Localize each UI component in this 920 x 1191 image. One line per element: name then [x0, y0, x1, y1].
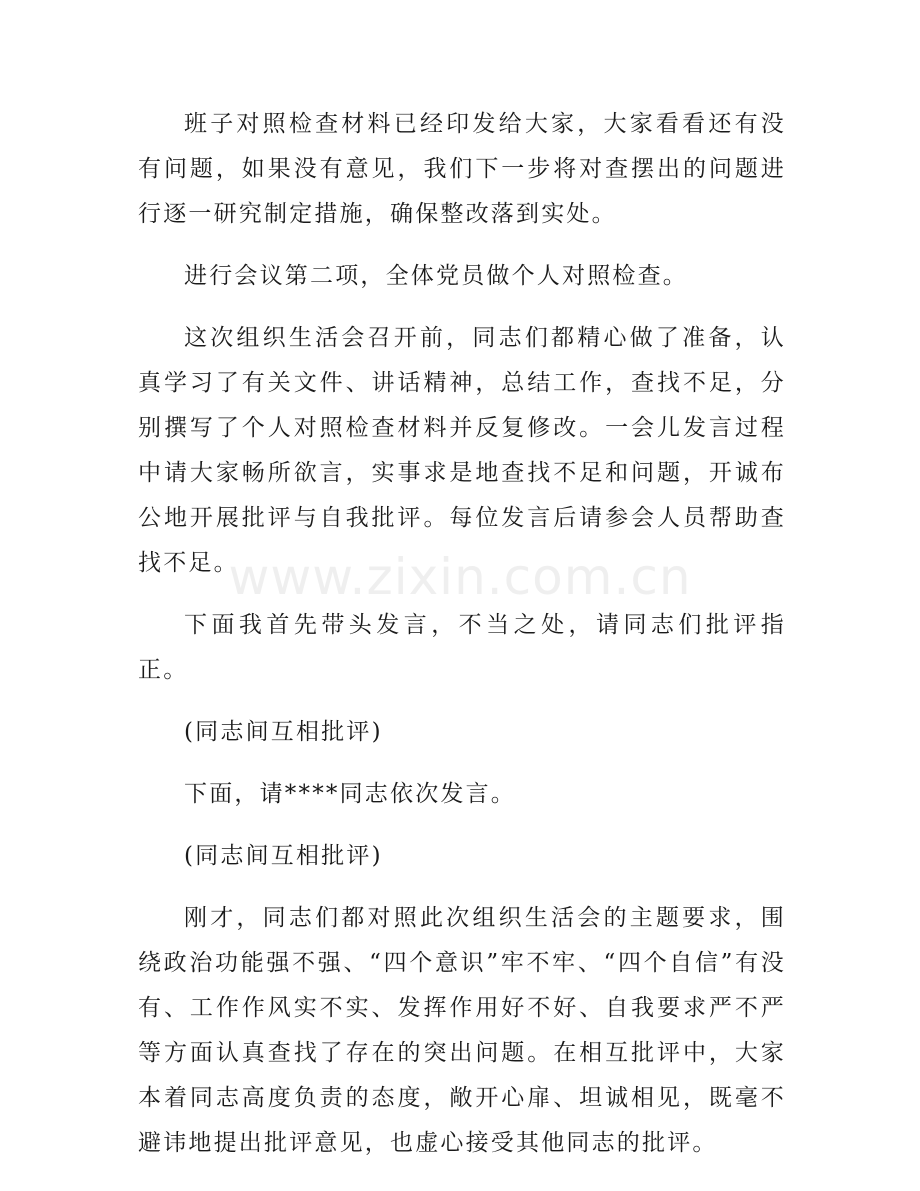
- paragraph-next-speakers: 下面，请****同志依次发言。: [184, 781, 516, 807]
- paragraph-committee-materials: 班子对照检查材料已经印发给大家，大家看看还有没有问题，如果没有意见，我们下一步将对查摆出的问题进行逐一研究制定措施，确保整改落到实处。: [138, 111, 786, 227]
- watermark: www.zixin.com.cn: [228, 548, 692, 606]
- document-body: [138, 102, 786, 1183]
- paragraph-lead-speech: 下面我首先带头发言，不当之处，请同志们批评指正。: [138, 612, 786, 683]
- paragraph-summary: 刚才，同志们都对照此次组织生活会的主题要求，围绕政治功能强不强、“四个意识”牢不牢、“四个自信”有没有、工作作风实不实、发挥作用好不好、自我要求严不严等方面认真查找了存在的突出问题。在相互批评中，大家本着同志高度负责的态度，敞开心扉、坦诚相见，既毫不避讳地提出批评意见，也虚心接受其他同志的批评。: [138, 905, 786, 1156]
- paragraph-mutual-criticism-2: (同志间互相批评): [184, 843, 383, 869]
- paragraph-mutual-criticism-1: (同志间互相批评): [184, 719, 383, 745]
- paragraph-preparation: 这次组织生活会召开前，同志们都精心做了准备，认真学习了有关文件、讲话精神，总结工作，查找不足，分别撰写了个人对照检查材料并反复修改。一会儿发言过程中请大家畅所欲言，实事求是地查找不足和问题，开诚布公地开展批评与自我批评。每位发言后请参会人员帮助查找不足。: [138, 325, 786, 576]
- paragraph-agenda-item-two: 进行会议第二项，全体党员做个人对照检查。: [184, 263, 688, 289]
